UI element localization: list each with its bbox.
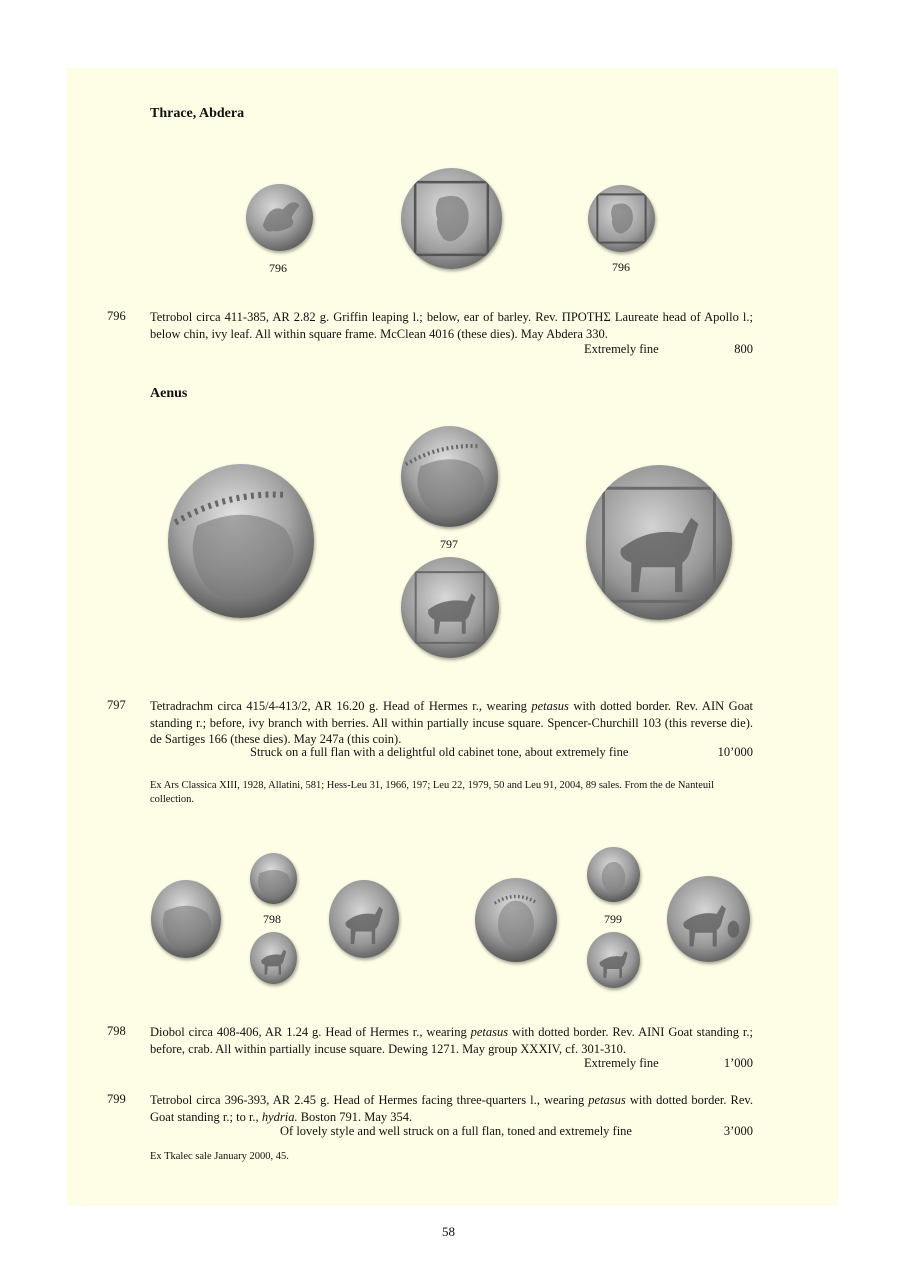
section-title-aenus: Aenus (150, 386, 188, 401)
plate-label-799: 799 (604, 912, 622, 926)
lot-note-799: Ex Tkalec sale January 2000, 45. (150, 1151, 289, 1162)
lot-number-796: 796 (107, 309, 126, 323)
coin-797-obverse-image (401, 426, 498, 527)
lot-number-799: 799 (107, 1092, 126, 1106)
lot-description-797-part2: with dotted border. Rev. AIN Goat standing r.; before, ivy branch with berries. All within partially incuse square. Spencer-Churchill 103 (this reverse die). de Sartiges 166 (these dies). May 247a (this coin). (150, 699, 753, 746)
coin-796-reverse-large-image (401, 168, 502, 269)
lot-estimate-796: 800 (734, 342, 753, 356)
coin-799-reverse-image (587, 932, 640, 988)
lot-description-799 (150, 1092, 753, 1125)
coin-797-obverse-enlarged-image (168, 464, 314, 618)
lot-description-799-part3: Boston 791. May 354. (297, 1109, 413, 1124)
lot-description-798-italic: petasus (470, 1025, 509, 1039)
coin-798-obverse-image (250, 853, 297, 904)
coin-798-reverse-enlarged-image (329, 880, 399, 958)
lot-description-798-part2: with dotted border. Rev. AINI Goat standing r.; before, crab. All within partially incuse square. Dewing 1271. May group XXXIV, cf. 301-310. (150, 1025, 753, 1056)
coin-797-reverse-image (401, 557, 499, 658)
lot-estimate-799: 3’000 (723, 1124, 753, 1138)
lot-grade-line-799 (150, 1124, 753, 1141)
lot-grade-797: Struck on a full flan with a delightful old cabinet tone, about extremely fine (250, 745, 629, 759)
page-number: 58 (442, 1224, 455, 1239)
coin-798-reverse-image (250, 932, 297, 984)
lot-number-798: 798 (107, 1024, 126, 1038)
lot-description-797-part1: Tetradrachm circa 415/4-413/2, AR 16.20 g. Head of Hermes r., wearing (150, 699, 532, 713)
lot-estimate-797: 10’000 (717, 745, 753, 759)
coin-799-obverse-enlarged-image (475, 878, 557, 962)
plate-label-796-left: 796 (269, 261, 287, 275)
lot-number-797: 797 (107, 698, 126, 712)
coin-797-reverse-enlarged-image (586, 465, 732, 620)
lot-description-797 (150, 698, 753, 748)
lot-description-796: Tetrobol circa 411-385, AR 2.82 g. Griffin leaping l.; below, ear of barley. Rev. ΠΡΟΤΗΣ Laureate head of Apollo l.; below chin, ivy leaf. All within square frame. McClean 4016 (these dies). May Abdera 330. (150, 310, 753, 341)
lot-grade-line-796 (150, 342, 753, 359)
section-title-abdera: Thrace, Abdera (150, 106, 245, 121)
lot-description-799-italic1: petasus (588, 1093, 626, 1107)
lot-grade-line-797 (150, 745, 753, 762)
coin-796-obverse-image (246, 184, 313, 251)
lot-description-797-italic: petasus (531, 699, 569, 713)
coin-799-reverse-enlarged-image (667, 876, 750, 962)
lot-grade-798: Extremely fine (584, 1056, 659, 1070)
lot-description-799-part1: Tetrobol circa 396-393, AR 2.45 g. Head of Hermes facing three-quarters l., wearing (150, 1093, 589, 1107)
lot-note-797: Ex Ars Classica XIII, 1928, Allatini, 581; Hess-Leu 31, 1966, 197; Leu 22, 1979, 50 and Leu 91, 2004, 89 sales. From the de Nanteuil collection. (150, 780, 715, 805)
lot-description-798-part1: Diobol circa 408-406, AR 1.24 g. Head of Hermes r., wearing (150, 1025, 471, 1039)
coin-796-reverse-small-image (588, 185, 655, 252)
lot-grade-799: Of lovely style and well struck on a full flan, toned and extremely fine (280, 1124, 632, 1138)
lot-description-798 (150, 1024, 753, 1057)
lot-estimate-798: 1’000 (723, 1056, 753, 1070)
coin-799-obverse-image (587, 847, 640, 902)
lot-grade-line-798 (150, 1056, 753, 1073)
plate-label-796-right: 796 (612, 260, 630, 274)
coin-798-obverse-enlarged-image (151, 880, 221, 958)
lot-grade-796: Extremely fine (584, 342, 659, 356)
lot-description-799-italic2: hydria. (261, 1109, 298, 1124)
lot-description-799-part2: with dotted border. Rev. Goat standing r.; to r., (150, 1093, 753, 1124)
plate-label-797: 797 (440, 537, 458, 551)
plate-label-798: 798 (263, 912, 281, 926)
